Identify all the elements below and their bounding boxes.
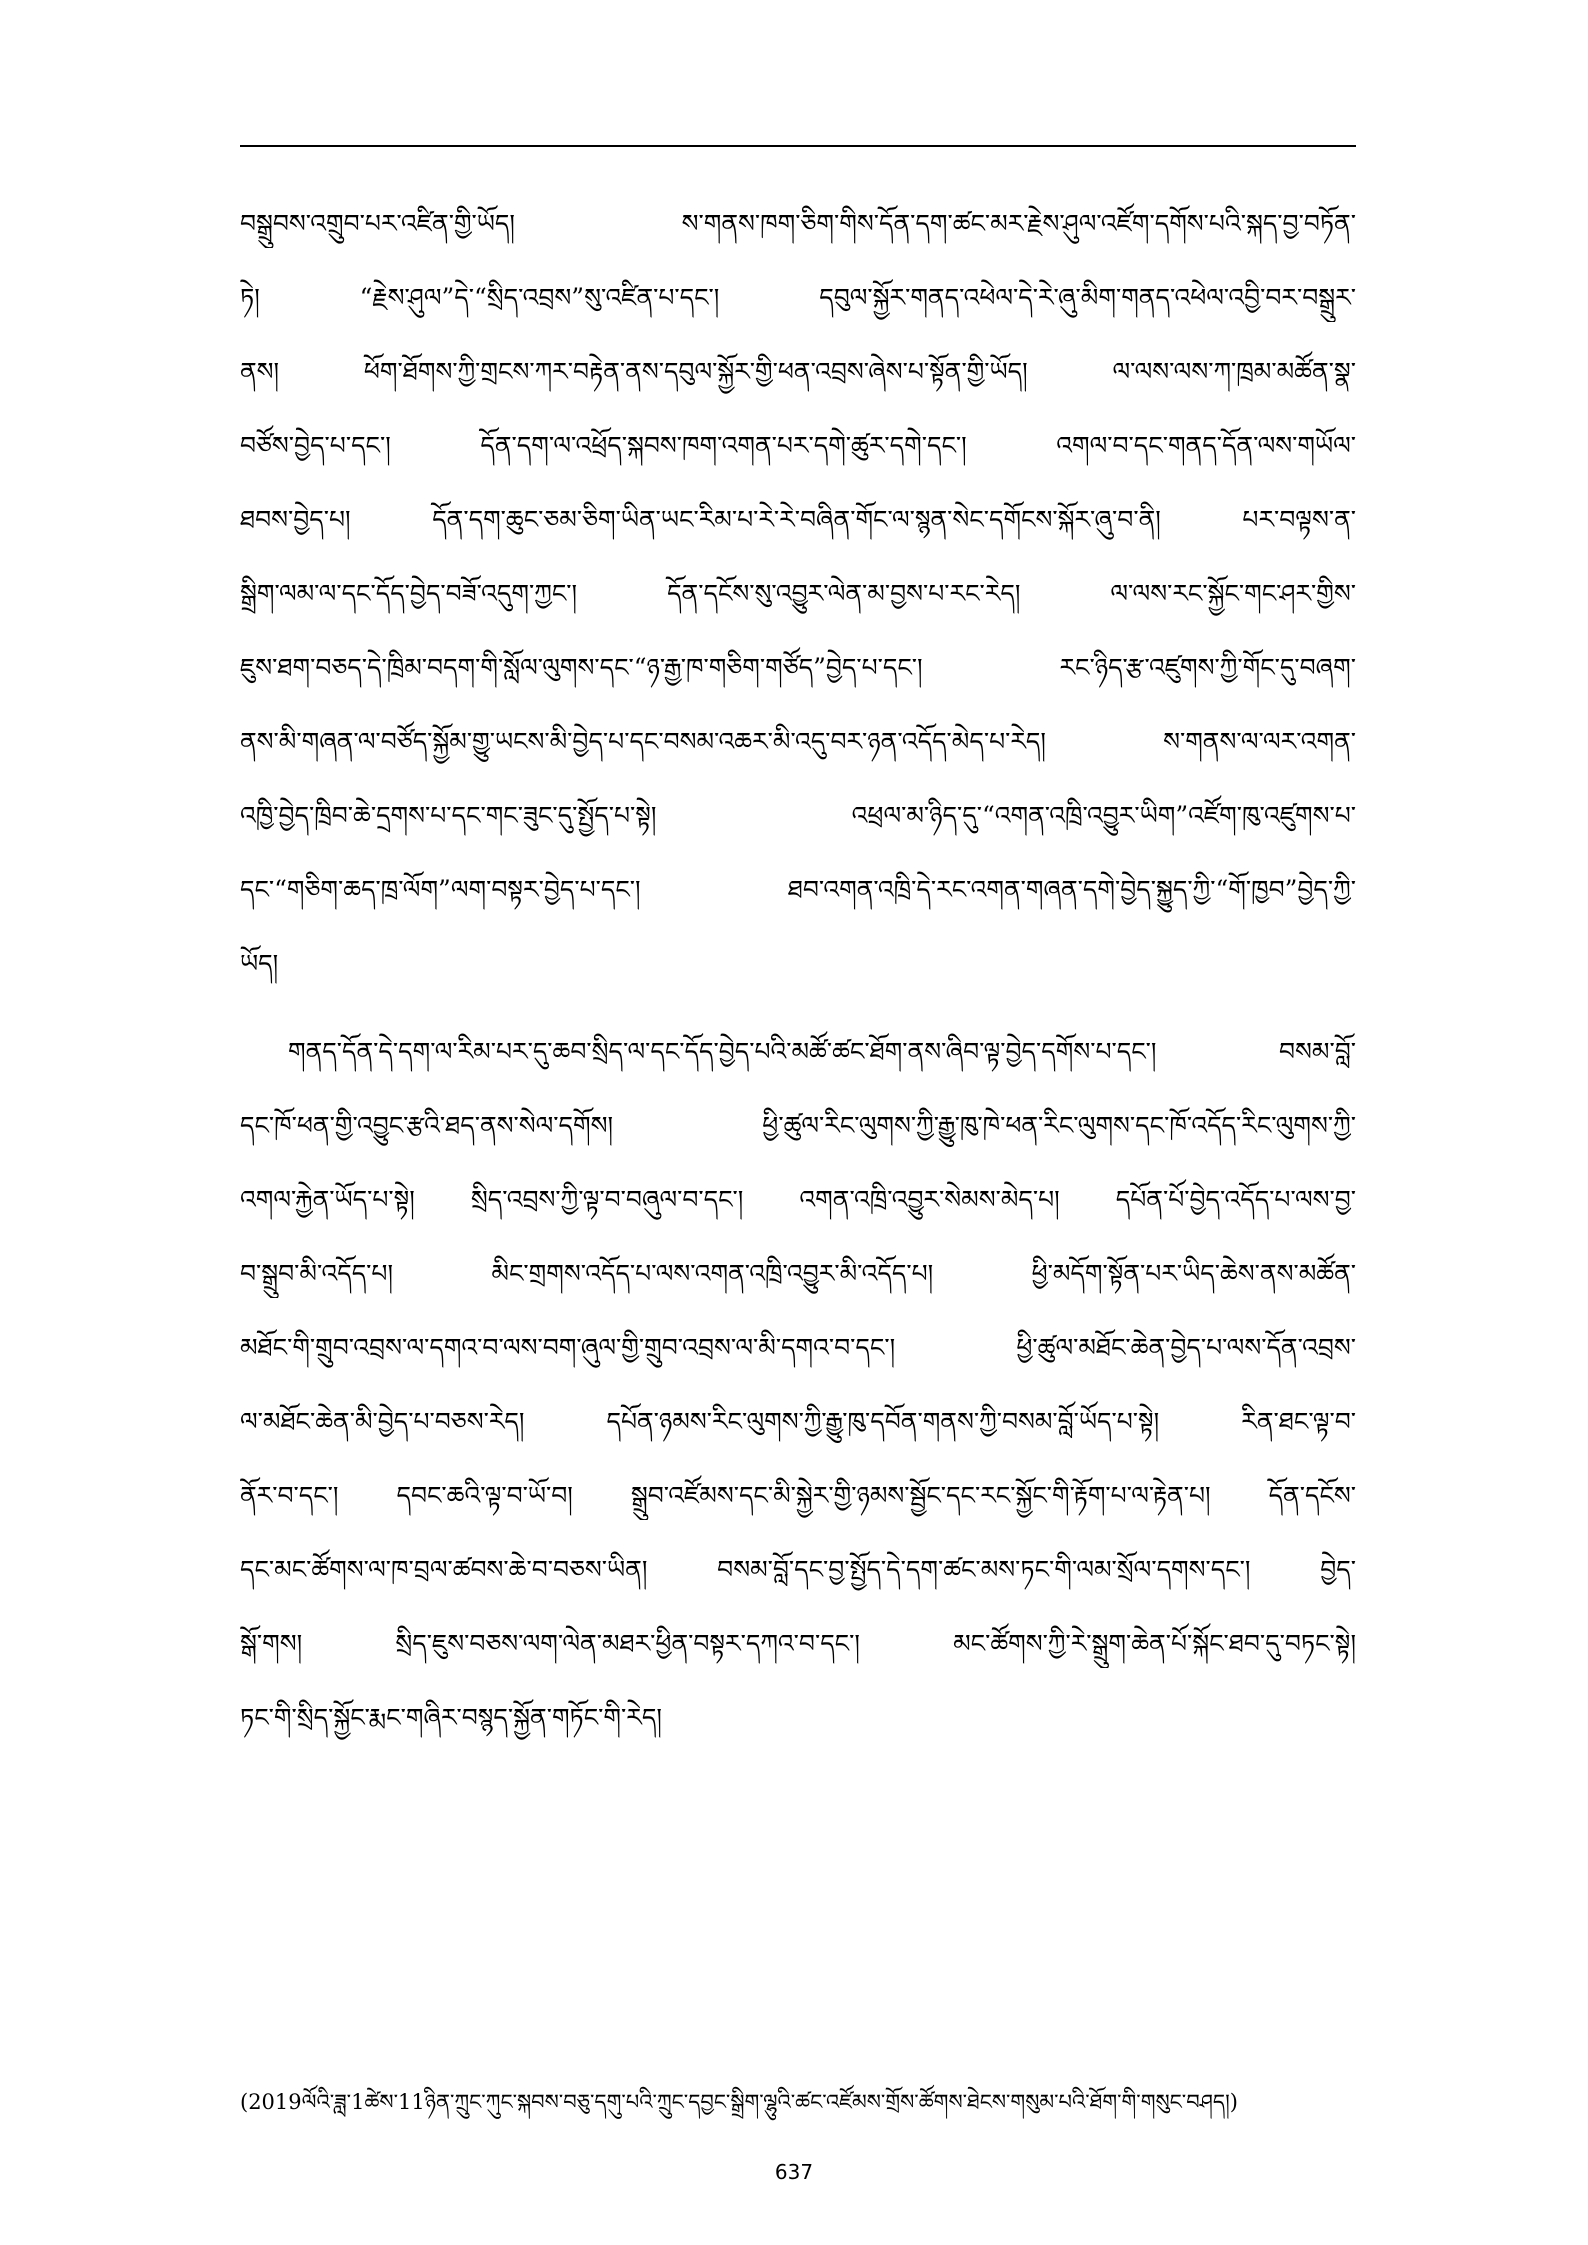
paragraph-1-line: ནས་མི་གཞན་ལ་བཙོད་སྐྱོམ་གྱུ་ཡངས་མི་བྱེད་པ་དང་བསམ་འཆར་མི་འདུ་བར་ཉན་འདོད་མེད་པ་རེད། ས་གནས་ལ་ལར་འགན་	[240, 727, 1356, 756]
paragraph-2-line: བ་སྒྲུབ་མི་འདོད་པ། མིང་གྲགས་འདོད་པ་ལས་འགན་འཁྲི་འབྱུར་མི་འདོད་པ། ཕྱི་མདོག་སྟོན་པར་ཡིད་ཆེས་ནས་མཚོན་	[240, 1259, 1356, 1288]
paragraph-1-line: དང་“གཅིག་ཆད་ཁྲ་ལོག”ལག་བསྟར་བྱེད་པ་དང་། ཐབ་འགན་འཁྲི་དེ་རང་འགན་གཞན་དགེ་བྱེད་སྐྱུད་ཀྱི་“གོ་ཁྱབ”བྱེད་ཀྱི་	[240, 875, 1356, 904]
paragraph-2-line: གནད་དོན་དེ་དག་ལ་རིམ་པར་དུ་ཆབ་སྲིད་ལ་དང་དོད་བྱེད་པའི་མཚོ་ཚང་ཐོག་ནས་ཞིབ་ལྟ་བྱེད་དགོས་པ་དང་། བསམ་བློ་	[288, 1037, 1356, 1066]
paragraph-2-line: ཏང་གི་སྲིད་སྐྱོང་རྨང་གཞིར་བསྙད་སྐྱོན་གཏོང་གི་རེད།	[240, 1703, 662, 1732]
paragraph-2-line	[240, 1768, 1356, 1816]
paragraph-2-line: འགལ་རྐྱེན་ཡོད་པ་སྟེ། སྲིད་འབྲས་ཀྱི་ལྟ་བ་བཞུལ་བ་དང་། འགན་འཁྲི་འབྱུར་སེམས་མེད་པ། དཔོན་པོ་བྱེད་འདོད་པ་ལས་བྱ་	[240, 1185, 1356, 1214]
paragraph-1-line: ནས། ཕོག་ཐོགས་ཀྱི་གྲངས་ཀར་བརྟེན་ནས་དབུལ་སྐྱོར་གྱི་ཕན་འབྲས་ཞེས་པ་སྟོན་གྱི་ཡོད། ལ་ལས་ལས་ཀ་ཁྲམ་མཚོན་སྣ་	[240, 357, 1356, 386]
paragraph-1-line: ཏེ། “རྗེས་ཤུལ”དེ་“སྲིད་འབྲས”སུ་འཛིན་པ་དང་། དབུལ་སྐྱོར་གནད་འཕེལ་དེ་རེ་ཞུ་མིག་གནད་འཕེལ་འབྱི་བར་བསྒྲུར་	[240, 283, 1356, 312]
paragraph-1-line: ཐབས་བྱེད་པ། དོན་དག་ཆུང་ཅམ་ཅིག་ཡིན་ཡང་རིམ་པ་རེ་རེ་བཞིན་གོང་ལ་སྙན་སེང་དགོངས་སྐོར་ཞུ་བ་ནི། པར་བལྟས་ན་	[240, 505, 1356, 534]
paragraph-2-line: ལ་མཐོང་ཆེན་མི་བྱེད་པ་བཅས་རེད། དཔོན་ཉམས་རིང་ལུགས་ཀྱི་རྒྱུ་ཁུ་དབོན་གནས་ཀྱི་བསམ་བློ་ཡོད་པ་སྟེ། རིན་ཐང་ལྟ་བ་	[240, 1407, 1356, 1436]
paragraph-2-line: མཐོང་གི་གྲུབ་འབྲས་ལ་དགའ་བ་ལས་བག་ཞུལ་གྱི་གྲུབ་འབྲས་ལ་མི་དགའ་བ་དང་། ཕྱི་ཚུལ་མཐོང་ཆེན་བྱེད་པ་ལས་དོན་འབྲས་	[240, 1333, 1356, 1362]
page-number: 637	[774, 2160, 814, 2184]
paragraph-2-line: དང་མང་ཚོགས་ལ་ཁ་བྲལ་ཚབས་ཆེ་བ་བཅས་ཡིན། བསམ་བློ་དང་བྱ་སྤྱོད་དེ་དག་ཚང་མས་ཏང་གི་ལམ་སྲོལ་དགས་དང་། བྱེད་	[240, 1555, 1356, 1584]
header-rule	[240, 145, 1356, 147]
paragraph-1-line: སྒྲིག་ལམ་ལ་དང་དོད་བྱེད་བཟོ་འདུག་ཀྱང་། དོན་དངོས་སུ་འབྱུར་ལེན་མ་བྱས་པ་རང་རེད། ལ་ལས་རང་སྐྱོང་གང་ཤར་གྱིས་	[240, 579, 1356, 608]
paragraph-1-line: བཙོས་བྱེད་པ་དང་། དོན་དག་ལ་འཕྲོད་སྐབས་ཁག་འགན་པར་དགེ་ཚུར་དགེ་དང་། འགལ་བ་དང་གནད་དོན་ལས་གཡོལ་	[240, 431, 1356, 460]
paragraph-1-line: འཁྱི་བྱེད་ཁྲིབ་ཆེ་དྲགས་པ་དང་གང་ཟུང་དུ་སྤྱོད་པ་སྟེ། འཕྲལ་མ་ཉིད་དུ་“འགན་འཁྲི་འབྱུར་ཡིག”འཛོག་ཁུ་འཛུགས་པ་	[240, 801, 1356, 830]
paragraph-2-line: སྒོ་གས། སྲིད་ཇུས་བཅས་ལག་ལེན་མཐར་ཕྱིན་བསྟར་དཀའ་བ་དང་། མང་ཚོགས་ཀྱི་རེ་སྒྲུག་ཆེན་པོ་སྐོང་ཐབ་དུ་བཏང་སྟེ།	[240, 1629, 1356, 1658]
paragraph-1-line: བསྒྲུབས་འགྲུབ་པར་འཛིན་གྱི་ཡོད། ས་གནས་ཁག་ཅིག་གིས་དོན་དག་ཚང་མར་རྗེས་ཤུལ་འཛོག་དགོས་པའི་སྐད་བྱ་བཏོན་	[240, 209, 1356, 238]
paragraph-1-line: ཇུས་ཐག་བཅད་དེ་ཁྲིམ་བདག་གི་སློལ་ལུགས་དང་“ཉ་རྒྱ་ཁ་གཅིག་གཙོད”བྱེད་པ་དང་། རང་ཉིད་རྩ་འཛུགས་ཀྱི་གོང་དུ་བཞག་	[240, 653, 1356, 682]
source-caption: (2019ལོའི་ཟླ་1ཚེས་11ཉིན་ཀྲུང་ཀུང་སྐབས་བཅུ་དགུ་པའི་ཀྲུང་དབྱང་སྒྲིག་ལྷུའི་ཚང་འཛོམས་གྲོས་ཚོགས་ཐེངས་གསུམ་པའི་ཐོག་གི་གསུང་བཤད།)	[240, 2090, 1238, 2114]
paragraph-2-line: དང་ཁོ་ཕན་གྱི་འབྱུང་རྩའི་ཐད་ནས་སེལ་དགོས། ཕྱི་ཚུལ་རིང་ལུགས་ཀྱི་རྒྱུ་ཁུ་ཁེ་ཕན་རིང་ལུགས་དང་ཁོ་འདོད་རིང་ལུགས་ཀྱི་	[240, 1111, 1356, 1140]
paragraph-1-line: ཡོད།	[240, 949, 279, 978]
paragraph-2-line: ནོར་བ་དང་། དབང་ཆའི་ལྟ་བ་ཡོ་བ། སྒྲུབ་འཛོམས་དང་མི་སྐྱེར་གྱི་ཉམས་སྦྱོང་དང་རང་སྐྱོང་གི་རྟོག་པ་ལ་རྟེན་པ། དོན་དངོས་	[240, 1481, 1356, 1510]
